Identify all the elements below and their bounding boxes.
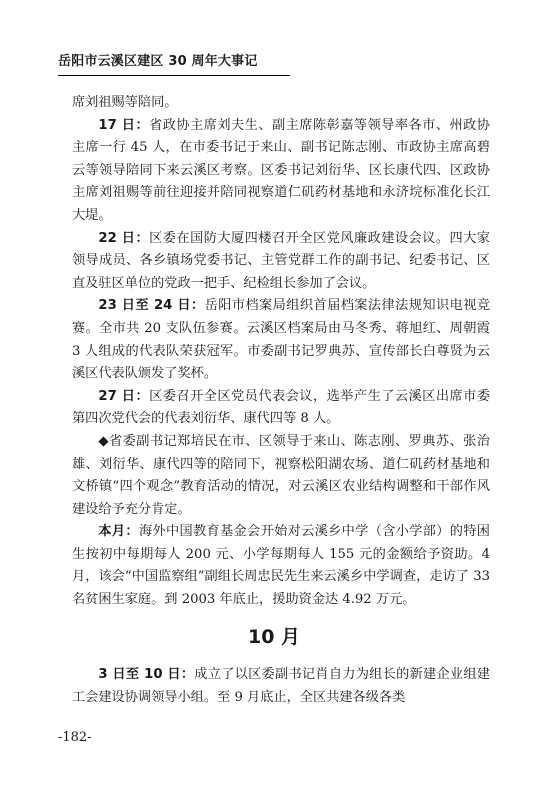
entry-date: 23 日至 24 日： bbox=[98, 298, 205, 314]
entry-text: 成立了以区委副书记肖自力为组长的新建企业组建工会建设协调领导小组。至 9 月底止，全区共建各级各类 bbox=[72, 667, 490, 705]
entry-text: 岳阳市档案局组织首届档案法律法规知识电视竞赛。全市共 20 支队伍参赛。云溪区档案局由马冬秀、蒋旭红、周朝霞 3 人组成的代表队荣获冠军。市委副书记罗典苏、宣传部长白尊贤为云溪区代表队颁发了奖杯。 bbox=[72, 298, 491, 382]
entry-date: 3 日至 10 日： bbox=[98, 667, 195, 682]
entry-paragraph bbox=[72, 228, 490, 296]
entry-paragraph bbox=[72, 431, 490, 521]
running-header: 岳阳市云溪区建区 30 周年大事记 bbox=[58, 54, 258, 69]
entry-text: 省委副书记郑培民在市、区领导于来山、陈志刚、罗典苏、张治雄、刘衍华、康代四等的陪同下，视察松阳湖农场、道仁矶药材基地和文桥镇“四个观念”教育活动的情况，对云溪区农业结构调整和干部作风建设给予充分肯定。 bbox=[72, 433, 490, 517]
entry-text: 区委在国防大厦四楼召开全区党风廉政建设会议。四大家领导成员、各乡镇场党委书记、主管党群工作的副书记、纪委书记、区直及驻区单位的党政一把手、纪检组长参加了会议。 bbox=[72, 230, 490, 291]
entry-text: 省政协主席刘夫生、副主席陈彰嘉等领导率各市、州政协主席一行 45 人，在市委书记于来山、副书记陈志刚、市政协主席高碧云等领导陪同下来云溪区考察。区委书记刘衍华、区长康代四、区政协主席刘祖赐等前往迎接并陪同视察道仁矶药材基地和永济垸标准化长江大堤。 bbox=[72, 117, 490, 223]
entry-text: 区委召开全区党员代表会议，选举产生了云溪区出席市委第四次党代会的代表刘衍华、康代四等 8 人。 bbox=[72, 388, 490, 427]
entry-paragraph bbox=[72, 521, 490, 611]
entry-paragraph bbox=[72, 386, 490, 431]
diamond-bullet-icon: ◆ bbox=[98, 433, 109, 449]
entry-paragraph bbox=[72, 664, 490, 709]
entry-text: 席刘祖赐等陪同。 bbox=[72, 95, 178, 110]
entry-paragraph bbox=[72, 295, 490, 385]
entry-date: 17 日： bbox=[98, 117, 150, 133]
month-heading: 10 月 bbox=[247, 626, 301, 648]
entry-date: 22 日： bbox=[98, 230, 150, 246]
entry-date: 27 日： bbox=[98, 388, 150, 404]
header-rule bbox=[58, 75, 290, 76]
entry-paragraph bbox=[72, 115, 490, 228]
entry-text: 海外中国教育基金会开始对云溪乡中学（含小学部）的特困生按初中每期每人 200 元、小学每期每人 155 元的金额给予资助。4 月，该会“中国监察组”副组长周忠民先生来云溪乡中学调查，走访了 33 名贫困生家庭。到 2003 年底止，援助资金达 4.92 万元。 bbox=[72, 524, 490, 608]
entry-paragraph bbox=[72, 92, 490, 115]
entry-date: 本月： bbox=[98, 524, 139, 540]
page-number: -182- bbox=[58, 730, 92, 745]
section-body-text bbox=[72, 664, 490, 709]
body-text bbox=[72, 92, 490, 612]
